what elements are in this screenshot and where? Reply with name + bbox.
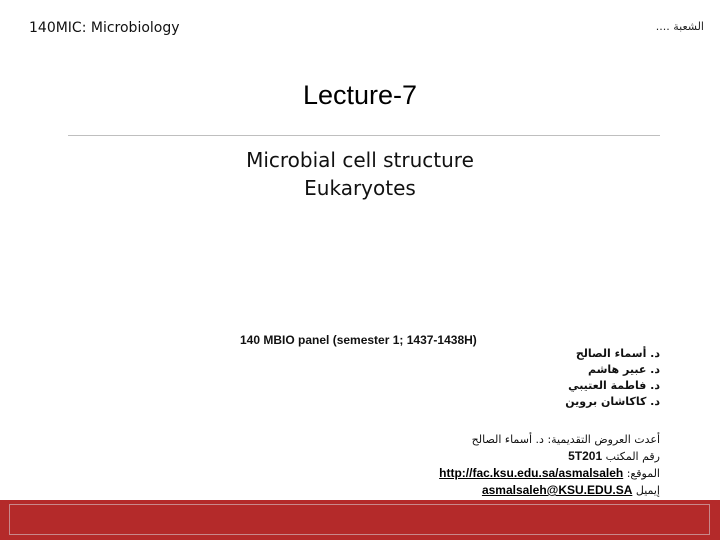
email-label: إيميل [635, 484, 660, 497]
lecture-title: Lecture-7 [302, 80, 418, 110]
section-label: الشعبة .... [655, 20, 704, 33]
staff-list [565, 346, 660, 410]
staff-item: د. فاطمة العتيبي [568, 379, 660, 392]
site-line [439, 465, 660, 482]
email-link[interactable]: asmalsaleh@KSU.EDU.SA [481, 483, 633, 497]
office-label: رقم المكتب [605, 450, 660, 463]
footer-bar-frame [9, 504, 710, 535]
office-line [439, 448, 660, 465]
contact-block [439, 432, 660, 499]
email-line [439, 482, 660, 499]
slide-subtitle [0, 146, 720, 202]
presenter-line: أعدت العروض التقديمية: د. أسماء الصالح [471, 433, 660, 446]
footer-bar [0, 500, 720, 540]
panel-label: 140 MBIO panel (semester 1; 1437-1438H) [240, 333, 477, 347]
staff-item: د. أسماء الصالح [575, 347, 660, 360]
office-value: 5T201 [568, 449, 603, 463]
site-label: الموقع: [626, 467, 660, 480]
title-divider [68, 135, 660, 136]
staff-item: د. كاكاشان بروين [565, 395, 660, 408]
course-title: 140MIC: Microbiology [29, 20, 180, 36]
staff-item: د. عبير هاشم [587, 363, 660, 376]
subtitle-line-1: Microbial cell structure [246, 148, 474, 172]
site-link[interactable]: http://fac.ksu.edu.sa/asmalsaleh [439, 466, 624, 480]
subtitle-line-2: Eukaryotes [304, 176, 416, 200]
